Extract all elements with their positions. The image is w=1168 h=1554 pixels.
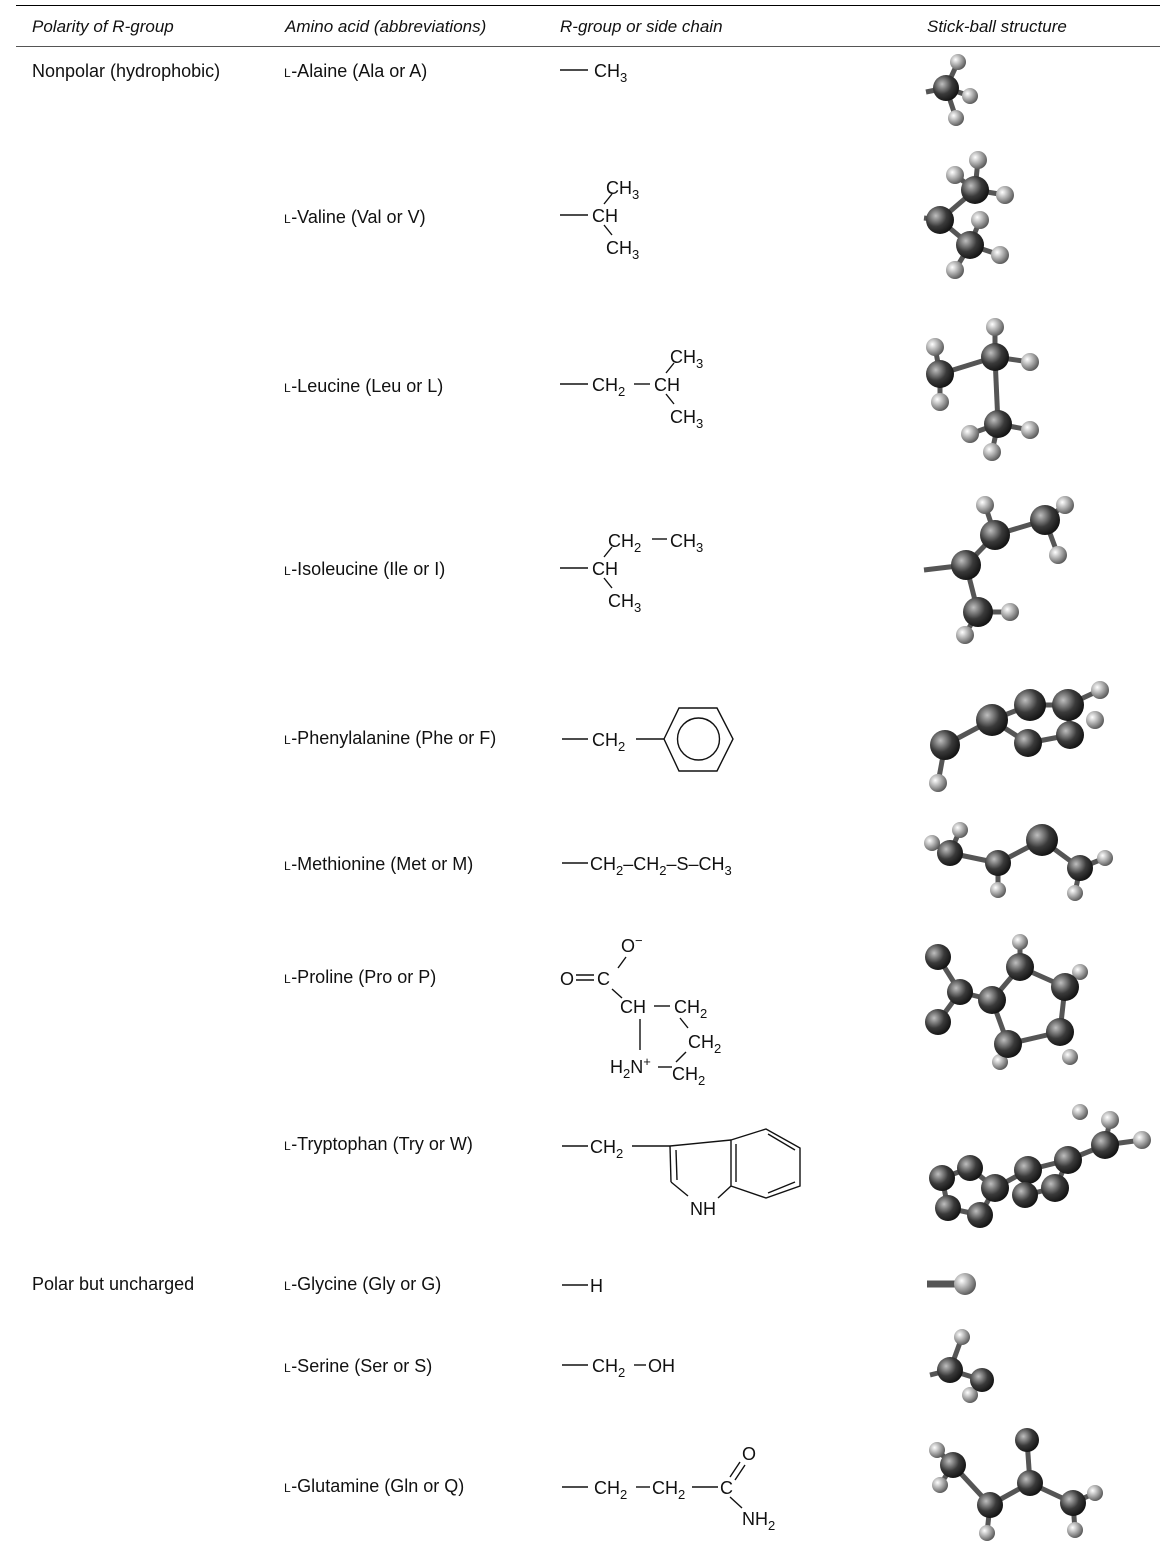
bond: [680, 1018, 688, 1028]
r-group-glutamine: [560, 1440, 790, 1535]
amino-acid-isoleucine: L-Isoleucine (Ile or I): [284, 559, 446, 579]
group-label-nonpolar: Nonpolar (hydrophobic): [32, 61, 221, 81]
formula-text: $CH_2$: [594, 1478, 628, 1502]
formula-text: $CH_3$: [606, 178, 640, 202]
formula-text: $CH_2$: [590, 1137, 624, 1161]
formula-text: $CH_2$: [592, 1356, 626, 1380]
bond: [670, 1146, 671, 1182]
formula-text: OH: [648, 1356, 675, 1376]
glycine-stick-ball-icon: [925, 1268, 985, 1303]
formula-text: NH: [690, 1199, 716, 1219]
tryptophan-stick-ball-icon: [920, 1100, 1160, 1235]
alanine-stick-ball-icon: [920, 50, 980, 135]
glutamine-stick-ball-icon: [925, 1425, 1110, 1550]
formula-text: $CH_3$: [670, 407, 704, 431]
formula-text: $CH_2$: [592, 730, 626, 754]
amino-acid-serine: L-Serine (Ser or S): [284, 1356, 433, 1376]
phenylalanine-stick-ball-icon: [920, 675, 1120, 800]
methionine-stick-ball-icon: [920, 818, 1120, 903]
r-group-proline: [560, 930, 760, 1090]
proline-stick-ball-icon: [920, 932, 1090, 1072]
bond: [671, 1182, 688, 1196]
r-group-isoleucine: [560, 525, 730, 620]
formula-text: $CH_2$: [674, 997, 708, 1021]
r-group-alanine: [560, 55, 660, 90]
formula-text: O: [560, 969, 575, 989]
formula-text: O: [742, 1444, 757, 1464]
benzo-ring: [731, 1129, 800, 1198]
header-r-group: R-group or side chain: [560, 17, 723, 36]
bond: [604, 578, 612, 588]
formula-text: $NH_2$: [742, 1509, 776, 1533]
r-group-leucine: [560, 340, 730, 435]
amino-acid-tryptophan: L-Tryptophan (Try or W): [284, 1134, 473, 1154]
bond: [676, 1150, 677, 1180]
bond: [676, 1052, 686, 1062]
table-top-rule: [16, 5, 1160, 6]
formula-text: $CH_3$: [670, 347, 704, 371]
amino-acid-proline: L-Proline (Pro or P): [284, 967, 437, 987]
formula-text: CH: [592, 206, 618, 226]
formula-text: CH: [654, 375, 680, 395]
bond: [730, 1497, 742, 1508]
bond: [768, 1182, 795, 1193]
bond: [666, 394, 674, 404]
bond: [718, 1186, 731, 1198]
formula-text: CH: [592, 559, 618, 579]
formula-text: $CH_2$: [652, 1478, 686, 1502]
formula-text: $CH_2$: [592, 375, 626, 399]
amino-acid-glycine: L-Glycine (Gly or G): [284, 1274, 442, 1294]
r-group-phenylalanine: [560, 700, 750, 780]
amino-acid-alanine: L-Alaine (Ala or A): [284, 61, 428, 81]
formula-text: H: [590, 1276, 603, 1296]
amino-acid-leucine: L-Leucine (Leu or L): [284, 376, 444, 396]
header-amino-acid: Amino acid (abbreviations): [285, 17, 487, 36]
leucine-stick-ball-icon: [920, 312, 1045, 462]
formula-text: $CH_2$: [688, 1032, 722, 1056]
amino-acid-phenylalanine: L-Phenylalanine (Phe or F): [284, 728, 497, 748]
r-group-tryptophan: [560, 1120, 810, 1230]
formula-text: CH: [620, 997, 646, 1017]
formula-text: O−: [621, 933, 643, 956]
amino-acid-methionine: L-Methionine (Met or M): [284, 854, 474, 874]
isoleucine-stick-ball-icon: [920, 490, 1080, 650]
formula-text: $CH_2-CH_2-S-CH_3$: [590, 854, 732, 878]
formula-text: $CH_3$: [606, 238, 640, 262]
bond: [604, 225, 612, 235]
formula-text: $CH_3$: [608, 591, 642, 615]
r-group-valine: [560, 172, 670, 267]
group-label-polar-uncharged: Polar but uncharged: [32, 1274, 195, 1294]
r-group-serine: [560, 1348, 700, 1383]
r-group-glycine: [560, 1268, 620, 1303]
header-polarity: Polarity of R-group: [32, 17, 174, 36]
r-group-methionine: [560, 845, 780, 885]
formula-text: $CH_2$: [608, 531, 642, 555]
serine-stick-ball-icon: [920, 1325, 1010, 1405]
valine-stick-ball-icon: [920, 150, 1030, 285]
formula-text: $CH_3$: [594, 61, 628, 85]
aromatic-circle: [678, 718, 720, 760]
bond: [618, 957, 626, 968]
formula-text: $CH_3$: [670, 531, 704, 555]
formula-text: $H_2N^+$: [610, 1054, 651, 1081]
formula-text: C: [720, 1478, 733, 1498]
amino-acid-valine: L-Valine (Val or V): [284, 207, 426, 227]
amino-acid-glutamine: L-Glutamine (Gln or Q): [284, 1476, 465, 1496]
bond: [670, 1140, 731, 1146]
table-header-rule: [16, 46, 1160, 47]
bond: [768, 1134, 795, 1150]
header-stick-ball: Stick-ball structure: [927, 17, 1067, 36]
formula-text: $CH_2$: [672, 1064, 706, 1088]
formula-text: C: [597, 969, 610, 989]
